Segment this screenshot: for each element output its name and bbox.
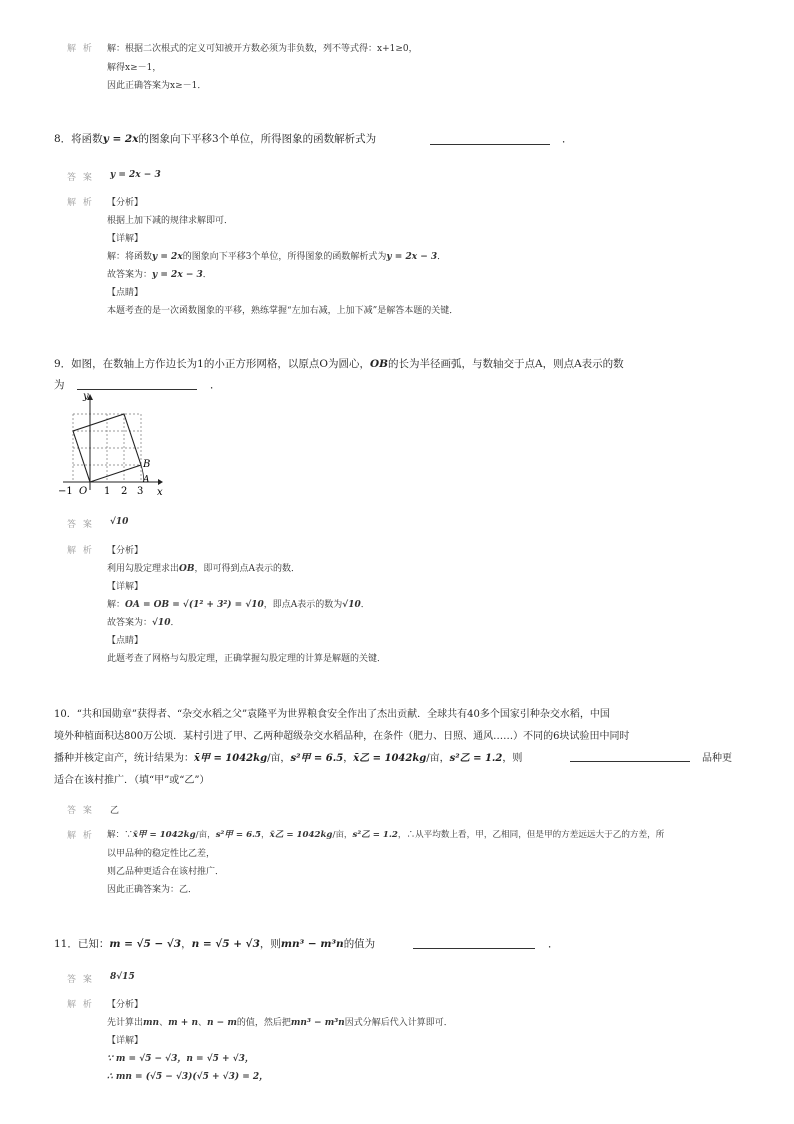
origin-label: O [79, 486, 88, 497]
q9-heading-detail: 【详解】 [107, 582, 144, 592]
answer-blank-10 [570, 761, 690, 762]
analysis-tag: 解 析 [67, 1000, 94, 1010]
x-label: x [157, 487, 163, 498]
question-10-line-2: 境外种植面积达800万公顷．某村引进了甲、乙两种超级杂交水稻品种，在条件（肥力、日照、通风……）不同的6块试验田中同时 [54, 731, 630, 742]
q10-explain-line-3: 则乙品种更适合在该村推广． [107, 867, 225, 877]
point-a-label: A [143, 475, 150, 485]
tick-1: 1 [104, 486, 111, 497]
q9-answer: √10 [110, 517, 129, 527]
q9-line-3: 故答案为：√10． [107, 618, 180, 628]
q11-answer: 8√15 [110, 972, 135, 982]
s7-line-1: 解：根据二次根式的定义可知被开方数必须为非负数，列不等式得：x+1≥0， [107, 44, 418, 54]
answer-blank-11 [413, 948, 535, 949]
q10-line-3-tail: 品种更 [702, 753, 732, 764]
q9-heading-comment: 【点睛】 [107, 636, 144, 646]
q8-heading-detail: 【详解】 [107, 234, 144, 244]
question-10-line-3: 播种并核定亩产，统计结果为：x̄甲 = 1042kg/亩，s²甲 = 6.5，x̄乙 = 1042kg/亩，s²乙 = 1.2，则 [54, 753, 523, 764]
question-9: 9．如图，在数轴上方作边长为1的小正方形网格，以原点O为圆心，OB的长为半径画弧，与数轴交于点A，则点A表示的数 [54, 358, 624, 370]
q8-answer: y = 2x − 3 [110, 170, 161, 180]
q8-line-4: 本题考查的是一次函数图象的平移，熟练掌握“左加右减，上加下减”是解答本题的关键． [107, 306, 459, 316]
q9-line-2: 为 [54, 379, 65, 391]
q9-line-1: 利用勾股定理求出OB，即可得到点A表示的数． [107, 564, 300, 574]
q11-heading-analysis: 【分析】 [107, 1000, 144, 1010]
analysis-tag: 解 析 [67, 44, 94, 54]
answer-tag: 答 案 [67, 173, 94, 183]
answer-tag: 答 案 [67, 520, 94, 530]
q10-answer: 乙 [110, 806, 120, 816]
tick-3: 3 [137, 486, 144, 497]
analysis-tag: 解 析 [67, 546, 94, 556]
q9-heading-analysis: 【分析】 [107, 546, 144, 556]
tick-neg1: −1 [58, 486, 73, 497]
q8-heading-comment: 【点睛】 [107, 288, 144, 298]
question-10-line-4: 适合在该村推广．（填“甲”或“乙”） [54, 775, 210, 786]
answer-blank-8 [430, 144, 550, 145]
q11-heading-detail: 【详解】 [107, 1036, 144, 1046]
answer-tag: 答 案 [67, 806, 94, 816]
q8-line-3: 故答案为：y = 2x − 3． [107, 270, 212, 280]
question-10-line-1: 10．“共和国勋章”获得者、“杂交水稻之父”袁隆平为世界粮食安全作出了杰出贡献．全球共有40多个国家引种杂交水稻，中国 [54, 709, 610, 720]
grid [73, 414, 141, 482]
q9-line-2: 解：OA = OB = √(1² + 3²) = √10，即点A表示的数为√10． [107, 600, 370, 610]
q11-line-1: 先计算出mn、m + n、n − m的值，然后把mn³ − m³n因式分解后代入计算即可． [107, 1018, 453, 1028]
q9-end: ． [210, 379, 221, 391]
point-b-label: B [143, 459, 151, 470]
analysis-tag: 解 析 [67, 831, 94, 841]
x-arrow-icon [158, 479, 163, 485]
q11-line-2: ∵ m = √5 − √3，n = √5 + √3， [107, 1054, 254, 1064]
q8-end: ． [562, 133, 573, 145]
q11-line-3: ∴ mn = (√5 − √3)(√5 + √3) = 2， [107, 1072, 269, 1082]
q10-explain-line-2: 以甲品种的稳定性比乙差， [107, 849, 216, 859]
q10-explain-line-1: 解：∵x̄甲 = 1042kg/亩，s²甲 = 6.5，x̄乙 = 1042kg/亩，s²乙 = 1.2，∴从平均数上看，甲，乙相同，但是甲的方差远远大于乙的方差，所 [107, 830, 665, 840]
q11-end: ． [548, 938, 559, 950]
q8-heading-analysis: 【分析】 [107, 198, 144, 208]
answer-tag: 答 案 [67, 975, 94, 985]
q10-explain-line-4: 因此正确答案为：乙． [107, 885, 198, 895]
s7-line-2: 解得x≥－1， [107, 63, 162, 73]
s7-line-3: 因此正确答案为x≥－1． [107, 81, 207, 91]
y-label: y [83, 391, 89, 402]
tick-2: 2 [121, 486, 128, 497]
question-11: 11．已知：m = √5 − √3，n = √5 + √3，则mn³ − m³n的值为 [54, 938, 376, 950]
question-8: 8．将函数y = 2x的图象向下平移3个单位，所得图象的函数解析式为 [54, 133, 377, 145]
q9-figure [55, 390, 175, 500]
q9-line-4: 此题考查了网格与勾股定理，正确掌握勾股定理的计算是解题的关键． [107, 654, 387, 664]
q8-line-1: 根据上加下减的规律求解即可． [107, 216, 234, 226]
analysis-tag: 解 析 [67, 198, 94, 208]
q8-line-2: 解：将函数y = 2x的图象向下平移3个单位，所得图象的函数解析式为y = 2x − 3． [107, 252, 447, 262]
